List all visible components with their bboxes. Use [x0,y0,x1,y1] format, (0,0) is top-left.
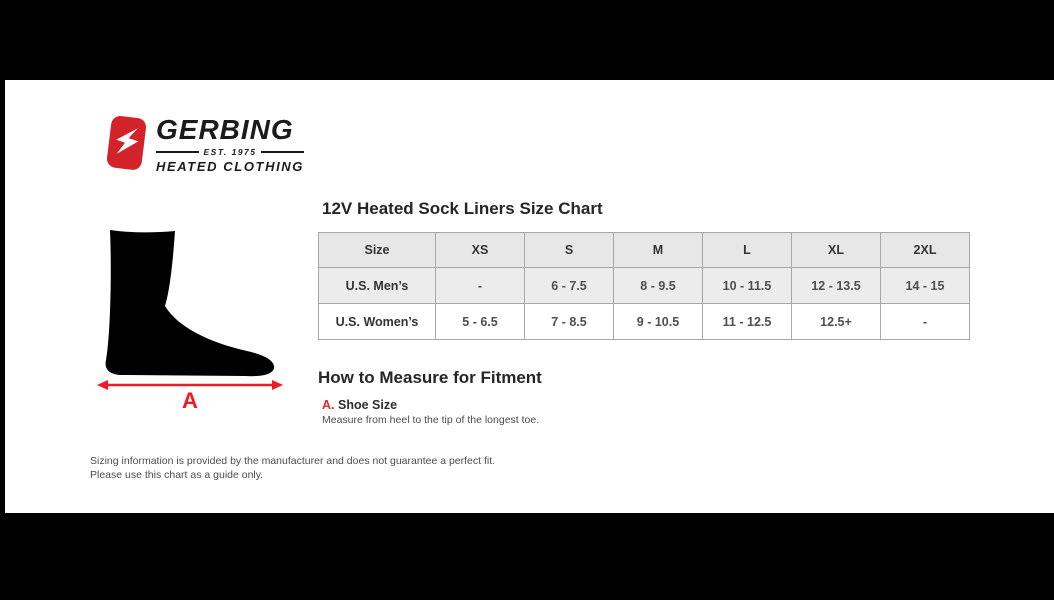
gerbing-logo [105,114,304,174]
row-label-mens: U.S. Men’s [319,268,436,304]
measure-arrow-right-head [272,380,283,390]
header-cell-s: S [525,233,614,268]
header-cell-xl: XL [792,233,881,268]
header-cell-size: Size [319,233,436,268]
rule-left [156,151,199,153]
size-cell: 7 - 8.5 [525,304,614,340]
header-row [319,233,970,268]
size-cell: 11 - 12.5 [703,304,792,340]
size-cell: 12 - 13.5 [792,268,881,304]
size-cell: 8 - 9.5 [614,268,703,304]
gerbing-brand-icon [105,114,149,172]
table-row-mens [319,268,970,304]
size-cell: 14 - 15 [881,268,970,304]
header-cell-m: M [614,233,703,268]
rule-right [261,151,304,153]
measure-label-a: A [182,388,198,413]
size-chart-title: 12V Heated Sock Liners Size Chart [322,199,603,218]
measure-item-title: Shoe Size [337,398,398,412]
sizing-disclaimer [90,454,495,482]
measure-heading: How to Measure for Fitment [318,368,542,387]
table-row-womens [319,304,970,340]
header-cell-2xl: 2XL [881,233,970,268]
size-cell: 12.5+ [792,304,881,340]
established-text: EST. 1975 [203,147,257,157]
disclaimer-line-2: Please use this chart as a guide only. [90,469,264,481]
established-row [156,147,304,157]
disclaimer-line-1: Sizing information is provided by the manufacturer and does not guarantee a perfect fit. [90,455,496,467]
size-cell: - [436,268,525,304]
brand-name: GERBING [156,114,294,145]
row-label-womens: U.S. Women’s [319,304,436,340]
content-panel [5,80,1054,513]
size-cell: 10 - 11.5 [703,268,792,304]
measure-item-letter: A. [322,398,335,412]
measure-arrow-left-head [97,380,108,390]
size-cell: 9 - 10.5 [614,304,703,340]
header-cell-l: L [703,233,792,268]
measure-item-a [322,398,397,412]
brand-tagline: HEATED CLOTHING [156,159,304,174]
sock-silhouette [106,230,274,376]
size-chart-table [318,232,970,340]
size-cell: 6 - 7.5 [525,268,614,304]
sock-measurement-diagram [95,222,285,414]
measure-item-description: Measure from heel to the tip of the longest toe. [322,414,540,426]
size-cell: 5 - 6.5 [436,304,525,340]
size-cell: - [881,304,970,340]
logo-text [156,114,304,174]
header-cell-xs: XS [436,233,525,268]
